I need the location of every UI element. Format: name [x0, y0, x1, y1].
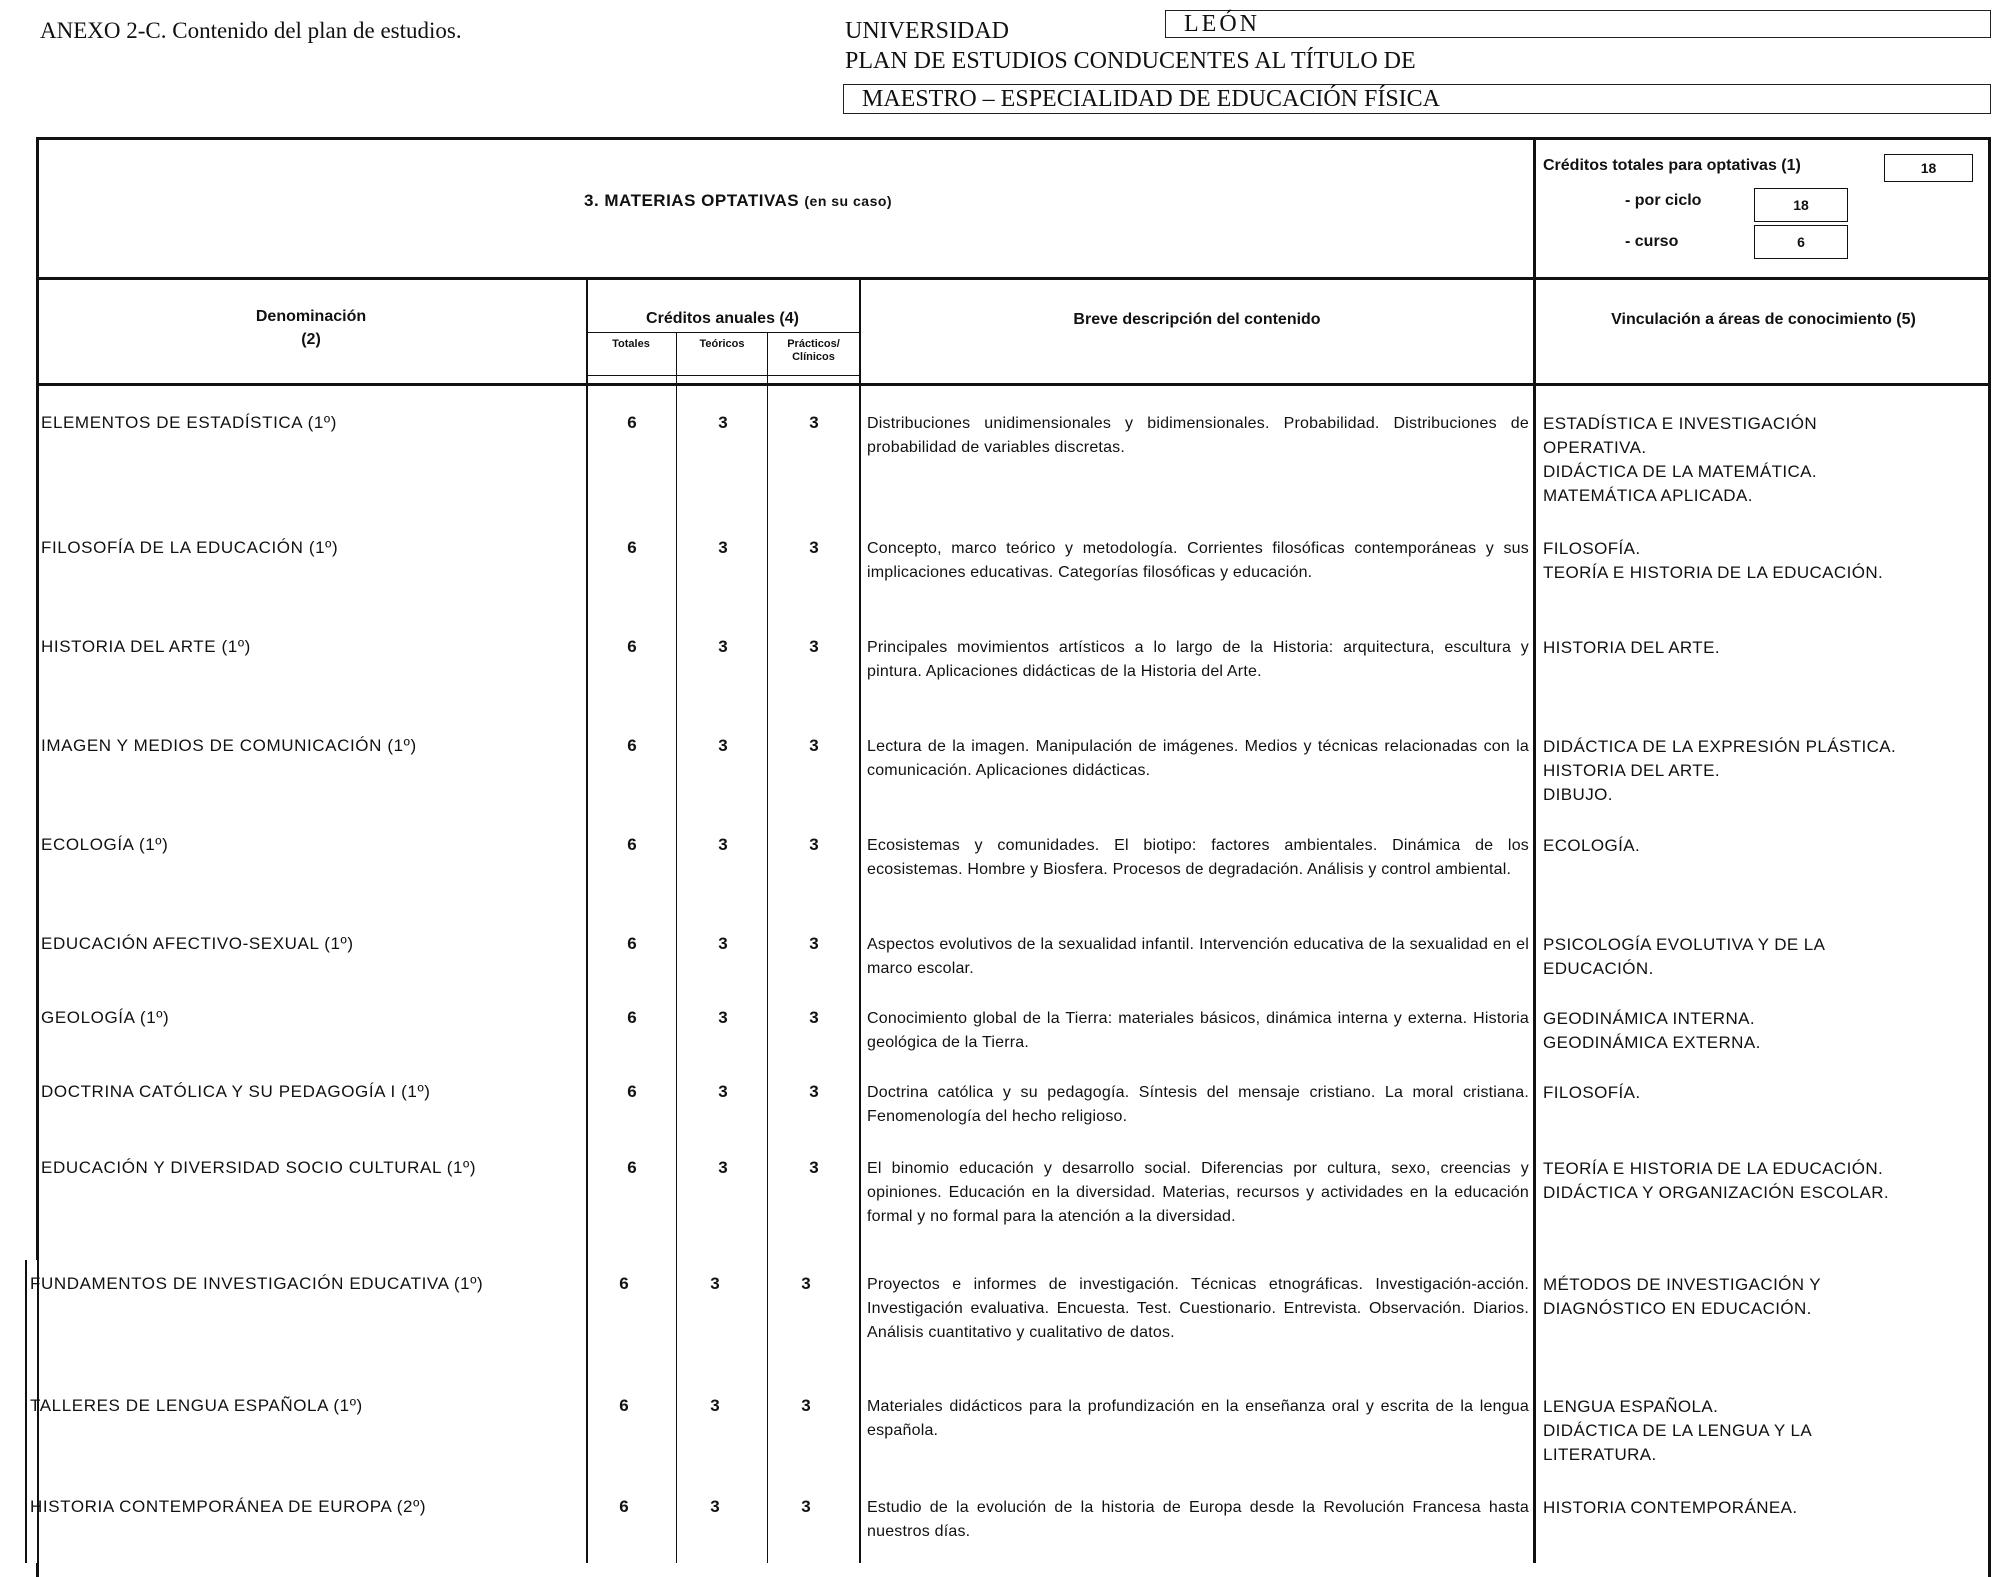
course-description: Conocimiento global de la Tierra: materiales básicos, dinámica interna y externa. Historia geológica de la Tierra. — [867, 1010, 1529, 1051]
credits-teoricos: 3 — [718, 637, 728, 656]
section-title-suffix: (en su caso) — [804, 193, 893, 209]
course-name: TALLERES DE LENGUA ESPAÑOLA (1º) — [30, 1396, 363, 1415]
knowledge-areas — [1543, 1157, 1889, 1205]
course-name: GEOLOGÍA (1º) — [41, 1008, 170, 1027]
course-description: Aspectos evolutivos de la sexualidad infantil. Intervención educativa de la sexualidad en el marco escolar. — [867, 936, 1529, 977]
credits-teoricos: 3 — [710, 1396, 720, 1415]
credits-teoricos: 3 — [718, 835, 728, 854]
credits-practicos: 3 — [801, 1396, 811, 1415]
credits-teoricos: 3 — [710, 1274, 720, 1293]
credits-teoricos: 3 — [718, 934, 728, 953]
knowledge-area: MÉTODOS DE INVESTIGACIÓN Y — [1543, 1275, 1822, 1294]
knowledge-area: DIBUJO. — [1543, 785, 1613, 804]
course-description: Materiales didácticos para la profundización en la enseñanza oral y escrita de la lengua española. — [867, 1398, 1529, 1439]
credits-totales: 6 — [627, 934, 637, 953]
credits-practicos: 3 — [809, 1158, 819, 1177]
knowledge-area: DIDÁCTICA DE LA MATEMÁTICA. — [1543, 462, 1818, 481]
credits-totales: 6 — [619, 1396, 629, 1415]
knowledge-areas — [1543, 412, 1817, 508]
credits-teoricos: 3 — [718, 1082, 728, 1101]
divider — [859, 277, 861, 1563]
credits-teoricos: 3 — [718, 736, 728, 755]
knowledge-area: HISTORIA DEL ARTE. — [1543, 761, 1720, 780]
divider — [36, 383, 1991, 386]
knowledge-areas — [1543, 834, 1640, 858]
knowledge-areas — [1543, 1081, 1641, 1105]
course-description: Estudio de la evolución de la historia de Europa desde la Revolución Francesa hasta nuestros días. — [867, 1499, 1529, 1540]
course-name: ELEMENTOS DE ESTADÍSTICA (1º) — [41, 413, 337, 432]
course-name: DOCTRINA CATÓLICA Y SU PEDAGOGÍA I (1º) — [41, 1082, 431, 1101]
credits-practicos: 3 — [809, 934, 819, 953]
credits-totales: 6 — [627, 1158, 637, 1177]
credits-totales: 6 — [619, 1497, 629, 1516]
knowledge-area: DIDÁCTICA Y ORGANIZACIÓN ESCOLAR. — [1543, 1183, 1890, 1202]
course-name: HISTORIA DEL ARTE (1º) — [41, 637, 251, 656]
knowledge-area: GEODINÁMICA INTERNA. — [1543, 1009, 1756, 1028]
course-name: EDUCACIÓN Y DIVERSIDAD SOCIO CULTURAL (1º) — [41, 1158, 477, 1177]
col-teoricos-header: Teóricos — [699, 338, 745, 350]
col-practicos-header — [768, 338, 859, 364]
knowledge-area: DIDÁCTICA DE LA EXPRESIÓN PLÁSTICA. — [1543, 737, 1897, 756]
course-description: Lectura de la imagen. Manipulación de imágenes. Medios y técnicas relacionadas con la comunicación. Aplicaciones didácticas. — [867, 738, 1529, 779]
creditos-ciclo-value: 18 — [1754, 188, 1848, 222]
knowledge-areas — [1543, 1273, 1821, 1321]
credits-teoricos: 3 — [718, 1008, 728, 1027]
credits-practicos: 3 — [809, 736, 819, 755]
col-denominacion-header: Denominación — [255, 308, 367, 325]
knowledge-area: DIDÁCTICA DE LA LENGUA Y LA — [1543, 1421, 1813, 1440]
col-practicos-line2: Clínicos — [792, 351, 835, 363]
credits-practicos: 3 — [809, 1008, 819, 1027]
credits-practicos: 3 — [809, 538, 819, 557]
course-description: Doctrina católica y su pedagogía. Síntesis del mensaje cristiano. La moral cristiana. Fenomenología del hecho religioso. — [867, 1084, 1529, 1125]
credits-practicos: 3 — [809, 835, 819, 854]
credits-practicos: 3 — [801, 1497, 811, 1516]
knowledge-areas — [1543, 1395, 1812, 1467]
credits-teoricos: 3 — [718, 413, 728, 432]
divider — [36, 277, 1991, 280]
credits-teoricos: 3 — [710, 1497, 720, 1516]
knowledge-area: EDUCACIÓN. — [1543, 959, 1654, 978]
credits-teoricos: 3 — [718, 538, 728, 557]
creditos-totales-label: Créditos totales para optativas (1) — [1543, 157, 1801, 174]
knowledge-area: PSICOLOGÍA EVOLUTIVA Y DE LA — [1543, 935, 1826, 954]
credits-totales: 6 — [627, 1082, 637, 1101]
credits-totales: 6 — [627, 736, 637, 755]
knowledge-area: DIAGNÓSTICO EN EDUCACIÓN. — [1543, 1299, 1812, 1318]
course-name: HISTORIA CONTEMPORÁNEA DE EUROPA (2º) — [30, 1497, 427, 1516]
divider — [676, 332, 677, 1563]
col-totales-header: Totales — [612, 338, 650, 350]
knowledge-areas — [1543, 537, 1883, 585]
course-description: Proyectos e informes de investigación. Técnicas etnográficas. Investigación-acción. Investigación evaluativa. Encuesta. Test. Cuestionario. Entrevista. Observación. Diarios. Análisis cuantitativo y cualitativo de datos. — [867, 1276, 1529, 1341]
course-name: IMAGEN Y MEDIOS DE COMUNICACIÓN (1º) — [41, 736, 417, 755]
plan-estudios-label: PLAN DE ESTUDIOS CONDUCENTES AL TÍTULO DE — [845, 48, 1416, 74]
knowledge-area: LITERATURA. — [1543, 1445, 1657, 1464]
course-description: Ecosistemas y comunidades. El biotipo: factores ambientales. Dinámica de los ecosistemas. Hombre y Biosfera. Procesos de degradación. Análisis y control ambiental. — [867, 837, 1529, 878]
course-name: FILOSOFÍA DE LA EDUCACIÓN (1º) — [41, 538, 339, 557]
anexo-title: ANEXO 2-C. Contenido del plan de estudios. — [40, 18, 462, 43]
knowledge-area: FILOSOFÍA. — [1543, 1083, 1641, 1102]
knowledge-area: FILOSOFÍA. — [1543, 539, 1641, 558]
knowledge-area: ECOLOGÍA. — [1543, 836, 1641, 855]
knowledge-area: ESTADÍSTICA E INVESTIGACIÓN — [1543, 414, 1818, 433]
course-description: Principales movimientos artísticos a lo largo de la Historia: arquitectura, escultura y pintura. Aplicaciones didácticas de la Historia del Arte. — [867, 639, 1529, 680]
credits-practicos: 3 — [809, 637, 819, 656]
universidad-label: UNIVERSIDAD — [845, 18, 1009, 44]
credits-practicos: 3 — [809, 1082, 819, 1101]
credits-practicos: 3 — [809, 413, 819, 432]
knowledge-areas — [1543, 735, 1896, 807]
knowledge-areas — [1543, 1496, 1797, 1520]
universidad-value: LEÓN — [1165, 10, 1991, 38]
creditos-curso-value: 6 — [1754, 225, 1848, 259]
credits-totales: 6 — [627, 835, 637, 854]
col-practicos-line1: Prácticos/ — [787, 338, 840, 350]
titulo-value: MAESTRO – ESPECIALIDAD DE EDUCACIÓN FÍSICA — [843, 84, 1991, 114]
knowledge-area: OPERATIVA. — [1543, 438, 1647, 457]
divider — [586, 277, 588, 1563]
knowledge-area: HISTORIA DEL ARTE. — [1543, 638, 1720, 657]
divider — [25, 1260, 27, 1563]
course-description: El binomio educación y desarrollo social. Diferencias por cultura, sexo, creencias y opiniones. Educación en la diversidad. Materias, recursos y actividades en la educación formal y no formal para la atención a la diversidad. — [867, 1160, 1529, 1225]
knowledge-areas — [1543, 933, 1825, 981]
col-denominacion-note: (2) — [301, 331, 321, 348]
creditos-curso-label: - curso — [1625, 233, 1679, 250]
creditos-totales-value: 18 — [1884, 154, 1973, 182]
col-vinculacion-header: Vinculación a áreas de conocimiento (5) — [1611, 311, 1916, 328]
course-description: Concepto, marco teórico y metodología. Corrientes filosóficas contemporáneas y sus implicaciones educativas. Categorías filosóficas y educación. — [867, 540, 1529, 581]
credits-practicos: 3 — [801, 1274, 811, 1293]
credits-totales: 6 — [627, 413, 637, 432]
knowledge-area: GEODINÁMICA EXTERNA. — [1543, 1033, 1761, 1052]
course-name: ECOLOGÍA (1º) — [41, 835, 169, 854]
knowledge-area: MATEMÁTICA APLICADA. — [1543, 486, 1753, 505]
course-name: FUNDAMENTOS DE INVESTIGACIÓN EDUCATIVA (1º) — [30, 1274, 484, 1293]
knowledge-area: TEORÍA E HISTORIA DE LA EDUCACIÓN. — [1543, 1159, 1884, 1178]
credits-totales: 6 — [627, 1008, 637, 1027]
section-title — [584, 191, 892, 211]
col-creditos-header: Créditos anuales (4) — [646, 310, 799, 327]
divider — [586, 375, 859, 376]
course-name: EDUCACIÓN AFECTIVO-SEXUAL (1º) — [41, 934, 354, 953]
knowledge-areas — [1543, 636, 1720, 660]
knowledge-area: LENGUA ESPAÑOLA. — [1543, 1397, 1719, 1416]
col-descripcion-header: Breve descripción del contenido — [1073, 311, 1321, 328]
credits-totales: 6 — [627, 538, 637, 557]
divider — [586, 332, 859, 333]
credits-teoricos: 3 — [718, 1158, 728, 1177]
course-description: Distribuciones unidimensionales y bidimensionales. Probabilidad. Distribuciones de probabilidad de variables discretas. — [867, 415, 1529, 456]
knowledge-areas — [1543, 1007, 1761, 1055]
creditos-ciclo-label: - por ciclo — [1625, 192, 1702, 209]
divider — [767, 332, 768, 1563]
knowledge-area: HISTORIA CONTEMPORÁNEA. — [1543, 1498, 1798, 1517]
divider — [1533, 137, 1536, 1563]
credits-totales: 6 — [619, 1274, 629, 1293]
knowledge-area: TEORÍA E HISTORIA DE LA EDUCACIÓN. — [1543, 563, 1884, 582]
credits-totales: 6 — [627, 637, 637, 656]
section-title-text: 3. MATERIAS OPTATIVAS — [584, 191, 800, 210]
